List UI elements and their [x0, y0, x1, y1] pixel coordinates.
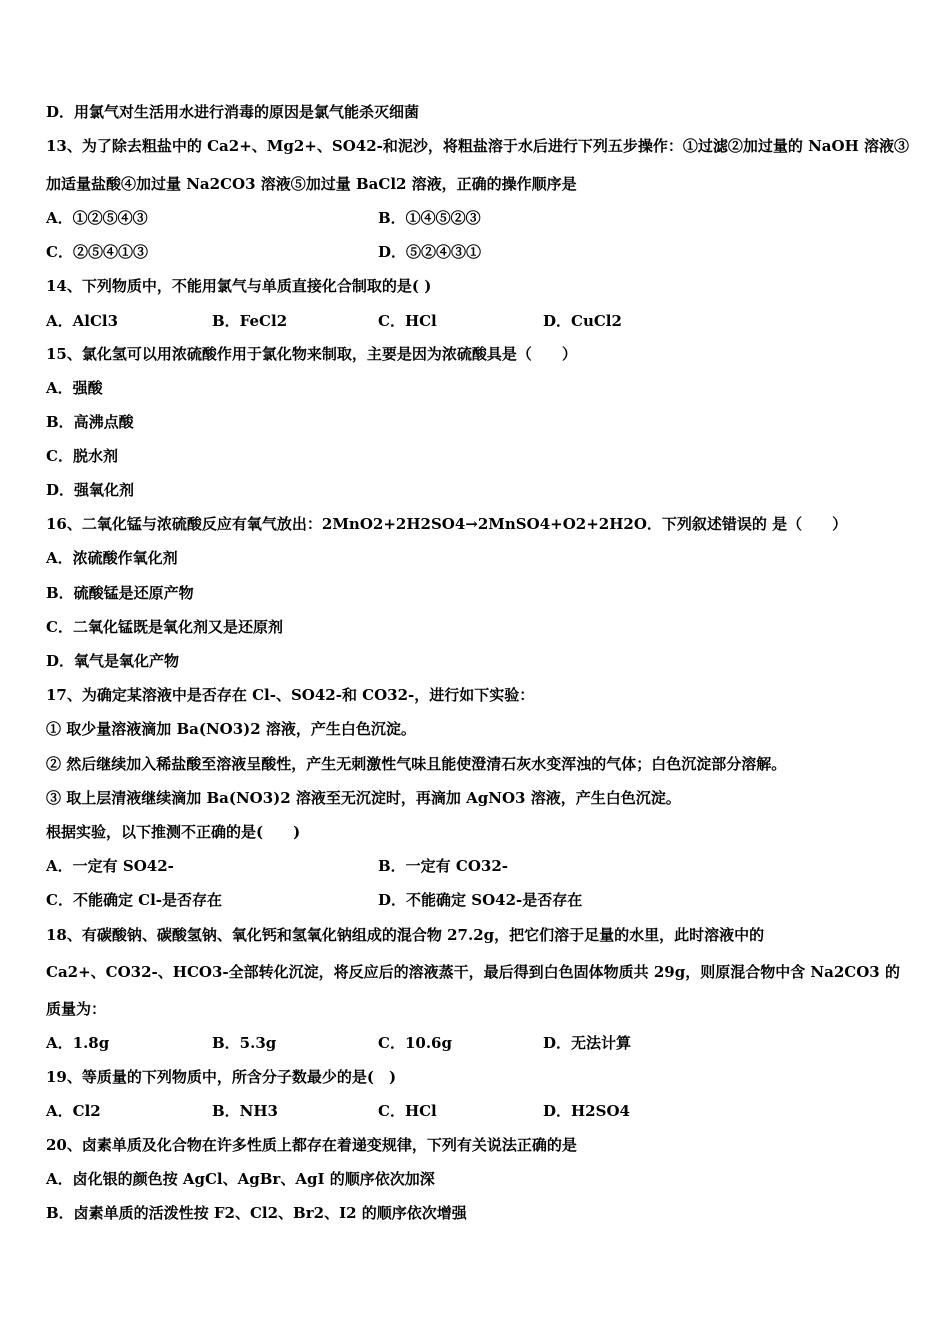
q14-option-b: B．FeCl2 [212, 312, 288, 330]
q18-stem-line1: 18、有碳酸钠、碳酸氢钠、氧化钙和氢氧化钠组成的混合物 27.2g，把它们溶于足量的水里，此时溶液中的 [46, 926, 765, 944]
q17-option-c: C．不能确定 Cl-是否存在 [46, 891, 223, 909]
q13-stem-line2: 加适量盐酸④加过量 Na2CO3 溶液⑤加过量 BaCl2 溶液，正确的操作顺序是 [46, 175, 577, 193]
q17-step-2: ② 然后继续加入稀盐酸至溶液呈酸性，产生无刺激性气味且能使澄清石灰水变浑浊的气体；白色沉淀部分溶解。 [46, 755, 787, 773]
q15-option-c: C．脱水剂 [46, 447, 118, 465]
q16-option-a: A．浓硫酸作氧化剂 [46, 549, 178, 567]
q18-option-a: A．1.8g [46, 1034, 110, 1052]
q15-stem: 15、氯化氢可以用浓硫酸作用于氯化物来制取，主要是因为浓硫酸具是（ ） [46, 345, 577, 363]
q15-option-a: A．强酸 [46, 379, 103, 397]
q18-stem-line2: Ca2+、CO32-、HCO3-全部转化沉淀，将反应后的溶液蒸干，最后得到白色固体物质共 29g，则原混合物中含 Na2CO3 的 [46, 963, 900, 981]
q14-option-d: D．CuCl2 [543, 312, 622, 330]
q19-stem: 19、等质量的下列物质中，所含分子数最少的是( ) [46, 1068, 397, 1086]
q17-stem: 17、为确定某溶液中是否存在 Cl-、SO42-和 CO32-，进行如下实验： [46, 686, 535, 704]
q18-option-b: B．5.3g [212, 1034, 277, 1052]
q19-option-b: B．NH3 [212, 1102, 278, 1120]
q13-stem-line1: 13、为了除去粗盐中的 Ca2+、Mg2+、SO42-和泥沙，将粗盐溶于水后进行下列五步操作：①过滤②加过量的 NaOH 溶液③ [46, 137, 909, 155]
q17-step-3: ③ 取上层清液继续滴加 Ba(NO3)2 溶液至无沉淀时，再滴加 AgNO3 溶液，产生白色沉淀。 [46, 789, 681, 807]
q20-option-b: B．卤素单质的活泼性按 F2、Cl2、Br2、I2 的顺序依次增强 [46, 1204, 467, 1222]
q13-option-a: A．①②⑤④③ [46, 209, 148, 227]
q15-option-d: D．强氧化剂 [46, 481, 135, 499]
q19-option-c: C．HCl [378, 1102, 437, 1120]
q16-option-c: C．二氧化锰既是氧化剂又是还原剂 [46, 618, 283, 636]
q16-stem: 16、二氧化锰与浓硫酸反应有氧气放出：2MnO2+2H2SO4→2MnSO4+O2+2H2O．下列叙述错误的 是（ ） [46, 515, 848, 533]
q15-option-b: B．高沸点酸 [46, 413, 134, 431]
q18-option-c: C．10.6g [378, 1034, 452, 1052]
q19-option-d: D．H2SO4 [543, 1102, 630, 1120]
q16-option-b: B．硫酸锰是还原产物 [46, 584, 194, 602]
q17-option-d: D．不能确定 SO42-是否存在 [378, 891, 583, 909]
q20-stem: 20、卤素单质及化合物在许多性质上都存在着递变规律，下列有关说法正确的是 [46, 1136, 577, 1154]
q17-option-b: B．一定有 CO32- [378, 857, 509, 875]
q14-option-a: A．AlCl3 [46, 312, 119, 330]
q12-option-d: D．用氯气对生活用水进行消毒的原因是氯气能杀灭细菌 [46, 103, 420, 121]
q13-option-c: C．②⑤④①③ [46, 243, 148, 261]
q13-option-d: D．⑤②④③① [378, 243, 482, 261]
q17-option-a: A．一定有 SO42- [46, 857, 174, 875]
q14-option-c: C．HCl [378, 312, 437, 330]
q19-option-a: A．Cl2 [46, 1102, 101, 1120]
q17-question: 根据实验，以下推测不正确的是( ) [46, 823, 301, 841]
q18-option-d: D．无法计算 [543, 1034, 632, 1052]
q13-option-b: B．①④⑤②③ [378, 209, 481, 227]
q18-stem-line3: 质量为： [46, 1000, 107, 1018]
q16-option-d: D．氧气是氧化产物 [46, 652, 180, 670]
q20-option-a: A．卤化银的颜色按 AgCl、AgBr、AgI 的顺序依次加深 [46, 1170, 435, 1188]
q17-step-1: ① 取少量溶液滴加 Ba(NO3)2 溶液，产生白色沉淀。 [46, 720, 416, 738]
q14-stem: 14、下列物质中，不能用氯气与单质直接化合制取的是( ) [46, 277, 432, 295]
